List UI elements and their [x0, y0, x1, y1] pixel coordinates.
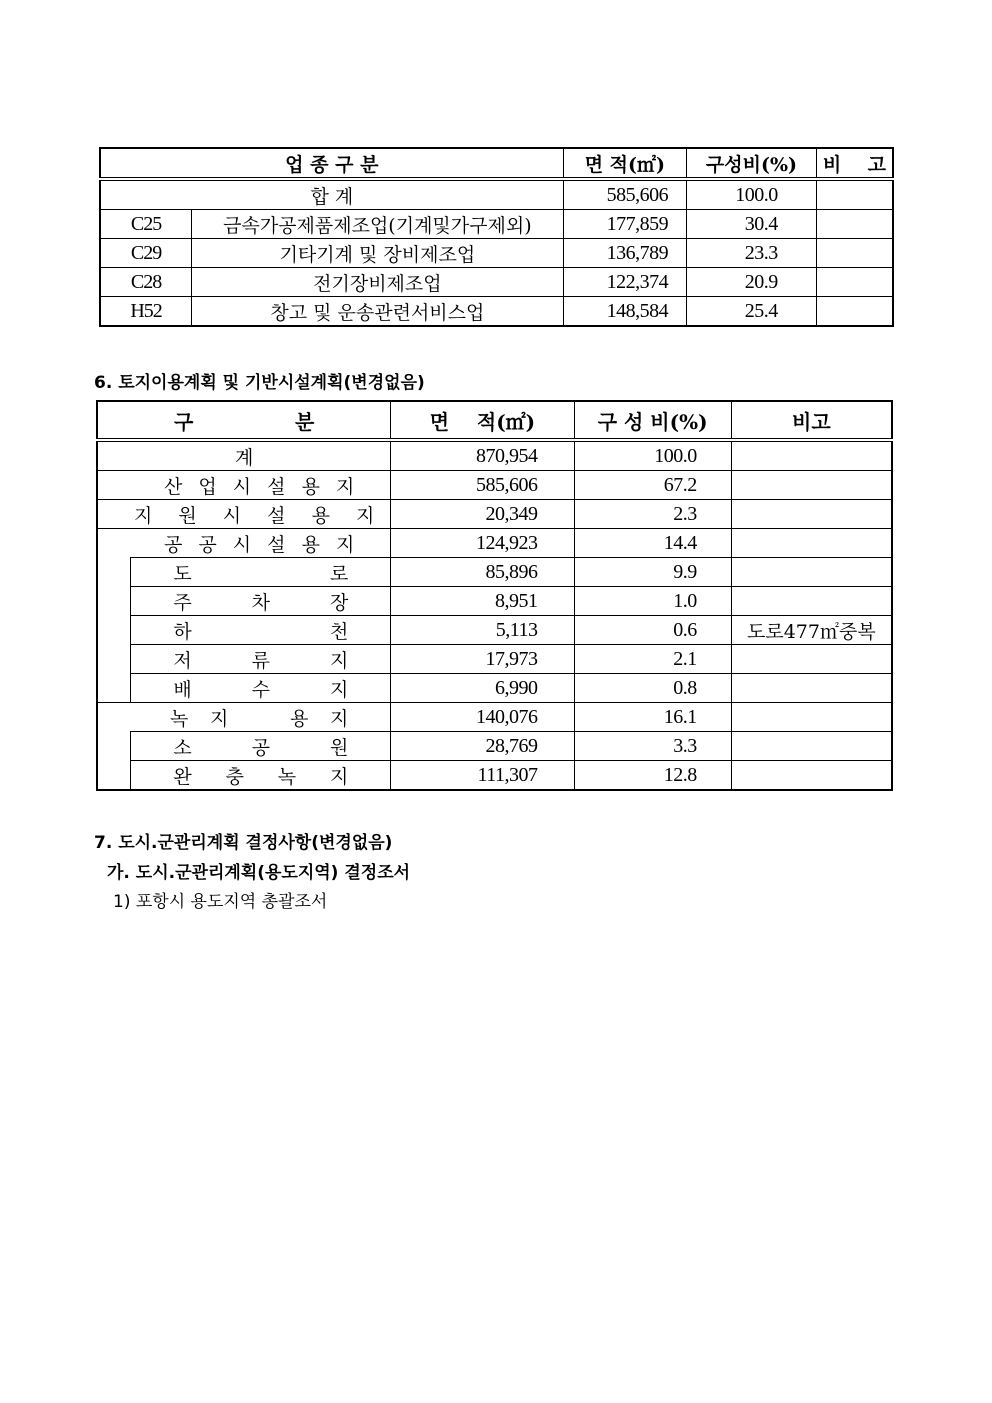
table-sub-row [97, 558, 892, 587]
section-7-subtitle: 가. 도시.군관리계획(용도지역) 결정조서 [107, 863, 411, 883]
table-header-row [100, 148, 893, 179]
table-row [100, 239, 893, 268]
table-sub-row [97, 761, 892, 791]
label-char: 지 [329, 707, 349, 730]
header-ratio: 구 성 비(%) [574, 401, 731, 440]
row-ratio: 0.8 [574, 674, 731, 703]
row-ratio: 3.3 [574, 732, 731, 761]
row-ratio: 14.4 [574, 529, 731, 558]
total-label: 합 계 [100, 179, 563, 210]
table-row [97, 529, 892, 558]
row-area: 585,606 [391, 471, 574, 500]
label-char: 수 [251, 678, 271, 701]
row-ratio: 67.2 [574, 471, 731, 500]
industry-table [99, 147, 894, 327]
header-remark: 비고 [731, 401, 892, 440]
row-remark [731, 440, 892, 471]
table-row [100, 210, 893, 239]
total-remark [816, 179, 893, 210]
table-row [97, 440, 892, 471]
sub-label [131, 761, 391, 791]
row-remark [731, 471, 892, 500]
row-remark [731, 558, 892, 587]
label-char: 원 [329, 736, 349, 759]
row-ratio: 100.0 [574, 440, 731, 471]
table-header-row [97, 401, 892, 440]
total-ratio: 100.0 [687, 179, 817, 210]
sub-label [131, 587, 391, 616]
total-row [100, 179, 893, 210]
row-area: 5,113 [391, 616, 574, 645]
row-remark [731, 674, 892, 703]
row-remark [731, 500, 892, 529]
row-area: 20,349 [391, 500, 574, 529]
section-6-title: 6. 토지이용계획 및 기반시설계획(변경없음) [94, 373, 425, 393]
row-area: 85,896 [391, 558, 574, 587]
table-row [97, 471, 892, 500]
section-7-title: 7. 도시.군관리계획 결정사항(변경없음) [94, 833, 393, 853]
label-char: 저 [173, 649, 192, 672]
indent-cell [97, 732, 131, 761]
industry-area: 177,859 [563, 210, 686, 239]
label-char: 완 [173, 765, 192, 788]
label-char: 천 [329, 620, 349, 643]
row-label: 계 [97, 440, 391, 471]
label-char: 주 [173, 591, 192, 614]
row-area: 6,990 [391, 674, 574, 703]
table-row [100, 268, 893, 297]
industry-name: 전기장비제조업 [192, 268, 563, 297]
row-remark [731, 761, 892, 791]
row-remark [731, 645, 892, 674]
table-row [97, 703, 892, 732]
header-category: 업 종 구 분 [100, 148, 563, 179]
row-label: 산 업 시 설 용 지 [97, 471, 391, 500]
header-category-a: 구 [174, 409, 194, 434]
header-area: 면 적(㎡) [391, 401, 574, 440]
table-row [100, 297, 893, 327]
industry-ratio: 30.4 [687, 210, 817, 239]
industry-name: 기타기계 및 장비제조업 [192, 239, 563, 268]
row-remark [731, 587, 892, 616]
label-char: 용 [289, 707, 309, 730]
header-category [97, 401, 391, 440]
sub-label [131, 674, 391, 703]
sub-label [131, 732, 391, 761]
row-ratio: 0.6 [574, 616, 731, 645]
header-area: 면 적(㎡) [563, 148, 686, 179]
industry-name: 금속가공제품제조업(기계및가구제외) [192, 210, 563, 239]
label-char: 장 [329, 591, 349, 614]
row-label: 지 원 시 설 용 지 [97, 500, 391, 529]
industry-ratio: 25.4 [687, 297, 817, 327]
row-area: 870,954 [391, 440, 574, 471]
label-char: 류 [251, 649, 271, 672]
row-remark [731, 529, 892, 558]
header-remark: 비 고 [816, 148, 893, 179]
industry-code: H52 [100, 297, 192, 327]
label-char: 배 [173, 678, 192, 701]
industry-code: C28 [100, 268, 192, 297]
header-category-b: 분 [295, 409, 315, 434]
sub-label [131, 558, 391, 587]
industry-remark [816, 239, 893, 268]
label-char: 공 [251, 736, 271, 759]
label-char: 지 [209, 707, 229, 730]
row-remark: 도로477㎡중복 [731, 616, 892, 645]
label-char: 녹 [277, 765, 297, 788]
table-row [97, 500, 892, 529]
indent-cell [97, 761, 131, 791]
industry-area: 148,584 [563, 297, 686, 327]
industry-remark [816, 268, 893, 297]
row-area: 140,076 [391, 703, 574, 732]
indent-cell [97, 674, 131, 703]
row-area: 124,923 [391, 529, 574, 558]
row-remark [731, 703, 892, 732]
label-char: 충 [225, 765, 244, 788]
industry-remark [816, 210, 893, 239]
label-char: 하 [173, 620, 192, 643]
industry-code: C25 [100, 210, 192, 239]
total-area: 585,606 [563, 179, 686, 210]
label-char: 소 [173, 736, 192, 759]
row-area: 17,973 [391, 645, 574, 674]
row-remark [731, 732, 892, 761]
label-char: 녹 [170, 707, 189, 730]
label-char: 지 [329, 765, 349, 788]
header-ratio: 구성비(%) [687, 148, 817, 179]
row-ratio: 2.3 [574, 500, 731, 529]
sub-label [131, 616, 391, 645]
land-use-table [96, 400, 893, 791]
row-ratio: 1.0 [574, 587, 731, 616]
indent-cell [97, 645, 131, 674]
table-sub-row [97, 616, 892, 645]
row-label [97, 703, 391, 732]
label-char: 차 [251, 591, 271, 614]
industry-ratio: 23.3 [687, 239, 817, 268]
row-area: 8,951 [391, 587, 574, 616]
table-sub-row [97, 732, 892, 761]
table-sub-row [97, 587, 892, 616]
row-label: 공 공 시 설 용 지 [97, 529, 391, 558]
row-area: 111,307 [391, 761, 574, 791]
section-7-item: 1) 포항시 용도지역 총괄조서 [113, 892, 328, 912]
industry-code: C29 [100, 239, 192, 268]
label-char: 지 [329, 678, 349, 701]
table-sub-row [97, 674, 892, 703]
row-ratio: 9.9 [574, 558, 731, 587]
row-ratio: 2.1 [574, 645, 731, 674]
label-char: 로 [329, 562, 349, 585]
industry-area: 136,789 [563, 239, 686, 268]
table-sub-row [97, 645, 892, 674]
industry-area: 122,374 [563, 268, 686, 297]
label-char: 도 [173, 562, 192, 585]
industry-remark [816, 297, 893, 327]
row-area: 28,769 [391, 732, 574, 761]
indent-cell [97, 616, 131, 645]
row-ratio: 16.1 [574, 703, 731, 732]
row-ratio: 12.8 [574, 761, 731, 791]
indent-cell [97, 558, 131, 587]
label-char: 지 [329, 649, 349, 672]
indent-cell [97, 587, 131, 616]
sub-label [131, 645, 391, 674]
industry-ratio: 20.9 [687, 268, 817, 297]
industry-name: 창고 및 운송관련서비스업 [192, 297, 563, 327]
